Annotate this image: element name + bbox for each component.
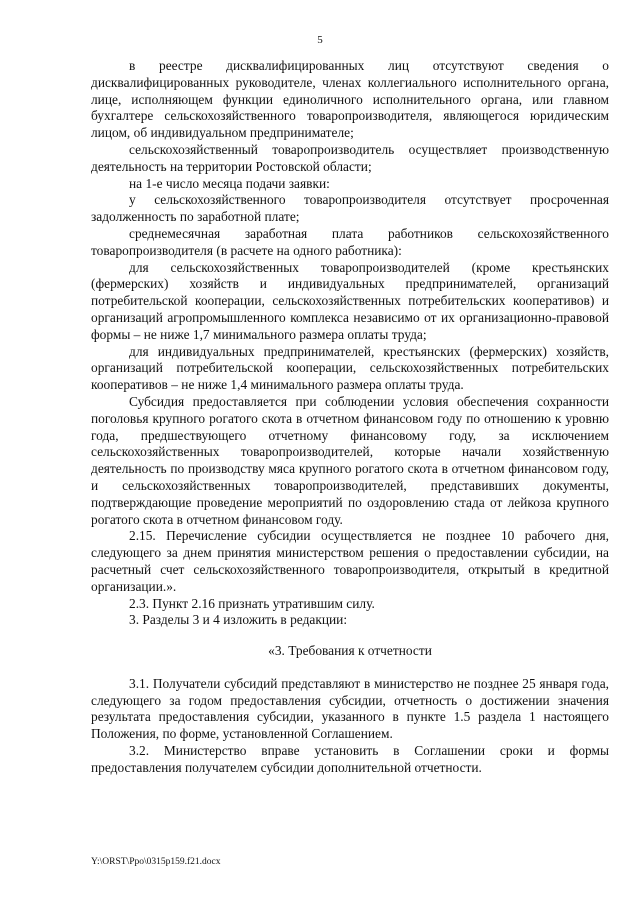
- section-heading: «3. Требования к отчетности: [268, 643, 432, 659]
- paragraph-3-2: 3.2. Министерство вправе установить в Соглашении сроки и формы предоставления получателем субсидии дополнительной отчетности.: [91, 743, 609, 775]
- paragraph-3-sections: 3. Разделы 3 и 4 изложить в редакции:: [129, 612, 348, 628]
- paragraph-no-wage-debt: у сельскохозяйственного товаропроизводителя отсутствует просроченная задолженность по заработной плате;: [91, 192, 609, 225]
- paragraph-application-date: на 1-е число месяца подачи заявки:: [129, 175, 330, 191]
- paragraph-wage-1-7: для сельскохозяйственных товаропроизводителей (кроме крестьянских (фермерских) хозяйств и индивидуальных предпринимателей, организаций потребительской кооперации, сельскохозяйственных потребительских кооперативов) и организаций агропромышленного комплекса независимо от их организационно-правовой формы – не ниже 1,7 минимального размера оплаты труда;: [91, 259, 609, 342]
- paragraph-disqualified-registry: в реестре дисквалифицированных лиц отсутствуют сведения о дисквалифицированных руководителе, членах коллегиального исполнительного органа, лице, исполняющем функции единоличного исполнительного органа, или главном бухгалтере сельскохозяйственного товаропроизводителя, являющегося юридическим лицом, об индивидуальном предпринимателе;: [91, 58, 609, 141]
- footer-file-path: Y:\ORST\Ppo\0315p159.f21.docx: [91, 857, 221, 867]
- page-number: 5: [317, 34, 323, 46]
- paragraph-2-15: 2.15. Перечисление субсидии осуществляется не позднее 10 рабочего дня, следующего за днем принятия министерством решения о предоставлении субсидии, на расчетный счет сельскохозяйственного товаропроизводителя, открытый в кредитной организации.».: [91, 528, 609, 594]
- paragraph-wage-1-4: для индивидуальных предпринимателей, крестьянских (фермерских) хозяйств, организаций потребительской кооперации, сельскохозяйственных потребительских кооперативов – не ниже 1,4 минимального размера оплаты труда.: [91, 343, 609, 393]
- paragraph-rostov-territory: сельскохозяйственный товаропроизводитель осуществляет производственную деятельность на территории Ростовской области;: [91, 141, 609, 174]
- paragraph-subsidy-condition: Субсидия предоставляется при соблюдении условия обеспечения сохранности поголовья крупного рогатого скота в отчетном финансовом году по отношению к уровню года, предшествующего отчетному финансовому году, за исключением сельскохозяйственных товаропроизводителей, которые начали хозяйственную деятельность по производству мяса крупного рогатого скота в отчетном финансовом году, и сельскохозяйственных товаропроизводителей, представивших документы, подтверждающие проведение мероприятий по оздоровлению стада от лейкоза крупного рогатого скота в отчетном финансовом году.: [91, 393, 609, 527]
- paragraph-2-3: 2.3. Пункт 2.16 признать утратившим силу.: [129, 595, 375, 611]
- document-body: [91, 58, 609, 777]
- paragraph-average-wage: среднемесячная заработная плата работников сельскохозяйственного товаропроизводителя (в расчете на одного работника):: [91, 225, 609, 258]
- paragraph-3-1: 3.1. Получатели субсидий представляют в министерство не позднее 25 января года, следующего за годом предоставления субсидии, отчетность о достижении значения результата предоставления субсидии, указанного в пункте 1.5 раздела 1 настоящего Положения, по форме, установленной Соглашением.: [91, 675, 609, 742]
